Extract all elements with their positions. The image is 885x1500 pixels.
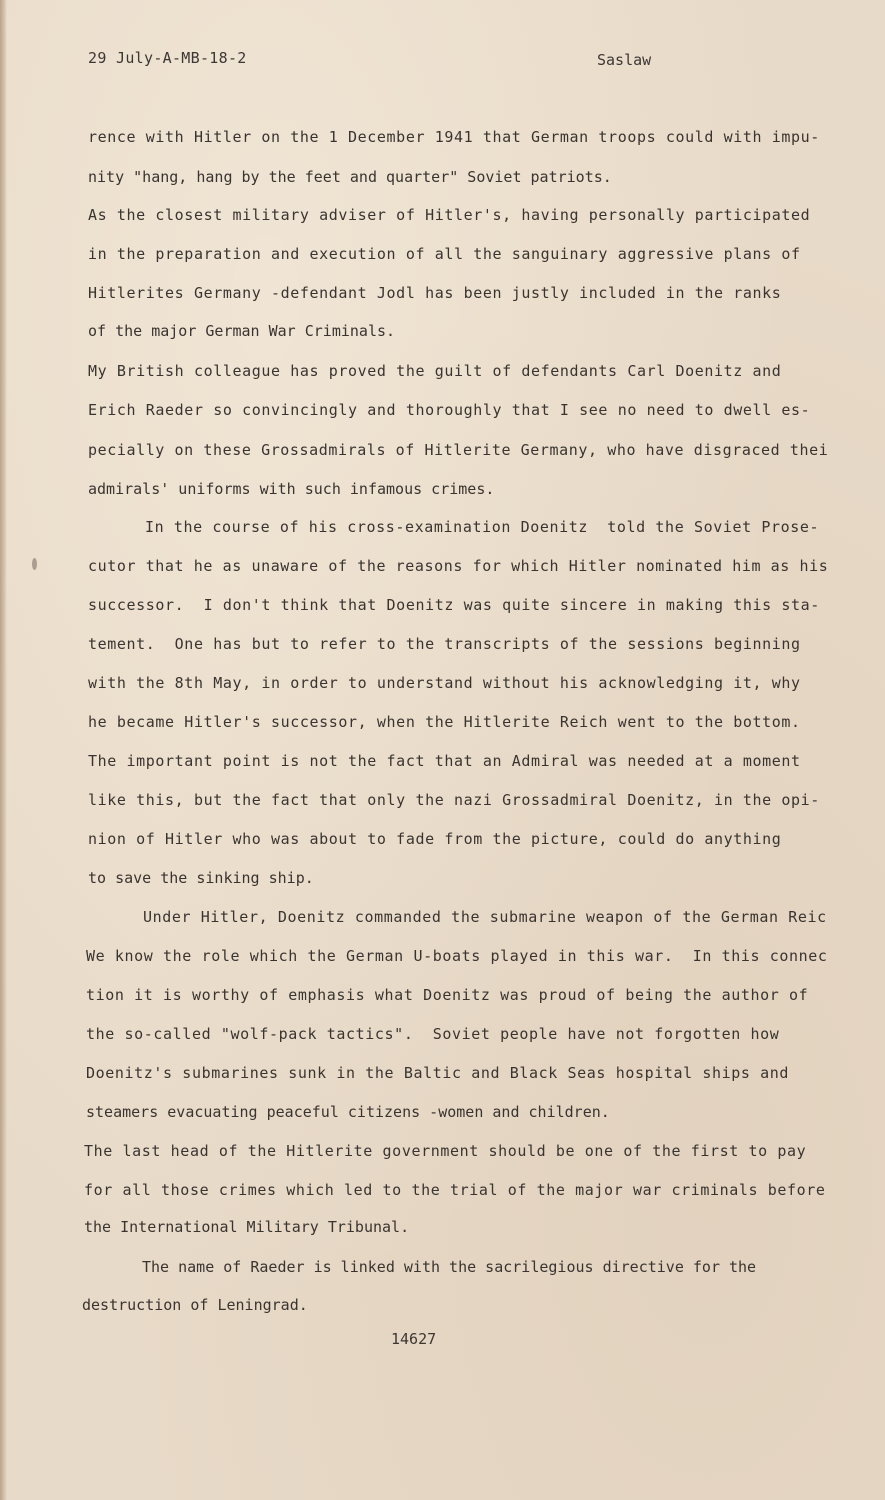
text-line: rence with Hitler on the 1 December 1941 that German troops could with impu- — [88, 128, 820, 146]
text-line: admirals' uniforms with such infamous crimes. — [88, 480, 495, 498]
text-line: the International Military Tribunal. — [84, 1218, 410, 1236]
text-line: The last head of the Hitlerite government should be one of the first to pay — [84, 1142, 807, 1160]
text-line: In the course of his cross-examination Doenitz told the Soviet Prose- — [145, 518, 820, 536]
text-line: to save the sinking ship. — [88, 869, 314, 887]
text-line: Hitlerites Germany -defendant Jodl has been justly included in the ranks — [88, 284, 782, 302]
text-line: My British colleague has proved the guilt of defendants Carl Doenitz and — [88, 362, 782, 380]
text-line: for all those crimes which led to the trial of the major war criminals before — [84, 1181, 826, 1199]
text-line: Under Hitler, Doenitz commanded the submarine weapon of the German Reic — [143, 908, 827, 926]
text-line: the so-called "wolf-pack tactics". Soviet people have not forgotten how — [86, 1025, 780, 1043]
page-number: 14627 — [391, 1330, 437, 1348]
text-line: The important point is not the fact that an Admiral was needed at a moment — [88, 752, 801, 770]
text-line: successor. I don't think that Doenitz was quite sincere in making this sta- — [88, 596, 820, 614]
paper-edge-shadow — [0, 0, 7, 1500]
text-line: steamers evacuating peaceful citizens -women and children. — [86, 1103, 610, 1121]
ink-mark — [32, 558, 37, 570]
text-line: like this, but the fact that only the nazi Grossadmiral Doenitz, in the opi- — [88, 791, 820, 809]
text-line: in the preparation and execution of all the sanguinary aggressive plans of — [88, 245, 801, 263]
text-line: with the 8th May, in order to understand without his acknowledging it, why — [88, 674, 801, 692]
text-line: nity "hang, hang by the feet and quarter" Soviet patriots. — [88, 168, 612, 186]
text-line: pecially on these Grossadmirals of Hitlerite Germany, who have disgraced thei — [88, 441, 829, 459]
text-line: nion of Hitler who was about to fade from the picture, could do anything — [88, 830, 782, 848]
text-line: destruction of Leningrad. — [82, 1296, 308, 1314]
text-line: tion it is worthy of emphasis what Doenitz was proud of being the author of — [86, 986, 809, 1004]
text-line: Doenitz's submarines sunk in the Baltic and Black Seas hospital ships and — [86, 1064, 790, 1082]
document-reference: 29 July-A-MB-18-2 — [88, 49, 247, 67]
text-line: of the major German War Criminals. — [88, 322, 396, 340]
text-line: We know the role which the German U-boats played in this war. In this connec — [86, 947, 828, 965]
text-line: tement. One has but to refer to the transcripts of the sessions beginning — [88, 635, 801, 653]
text-line: As the closest military adviser of Hitler's, having personally participated — [88, 206, 811, 224]
text-line: The name of Raeder is linked with the sacrilegious directive for the — [142, 1258, 757, 1276]
text-line: cutor that he as unaware of the reasons for which Hitler nominated him as his — [88, 557, 829, 575]
text-line: he became Hitler's successor, when the Hitlerite Reich went to the bottom. — [88, 713, 801, 731]
translator-name: Saslaw — [597, 51, 652, 69]
text-line: Erich Raeder so convincingly and thoroughly that I see no need to dwell es- — [88, 401, 811, 419]
